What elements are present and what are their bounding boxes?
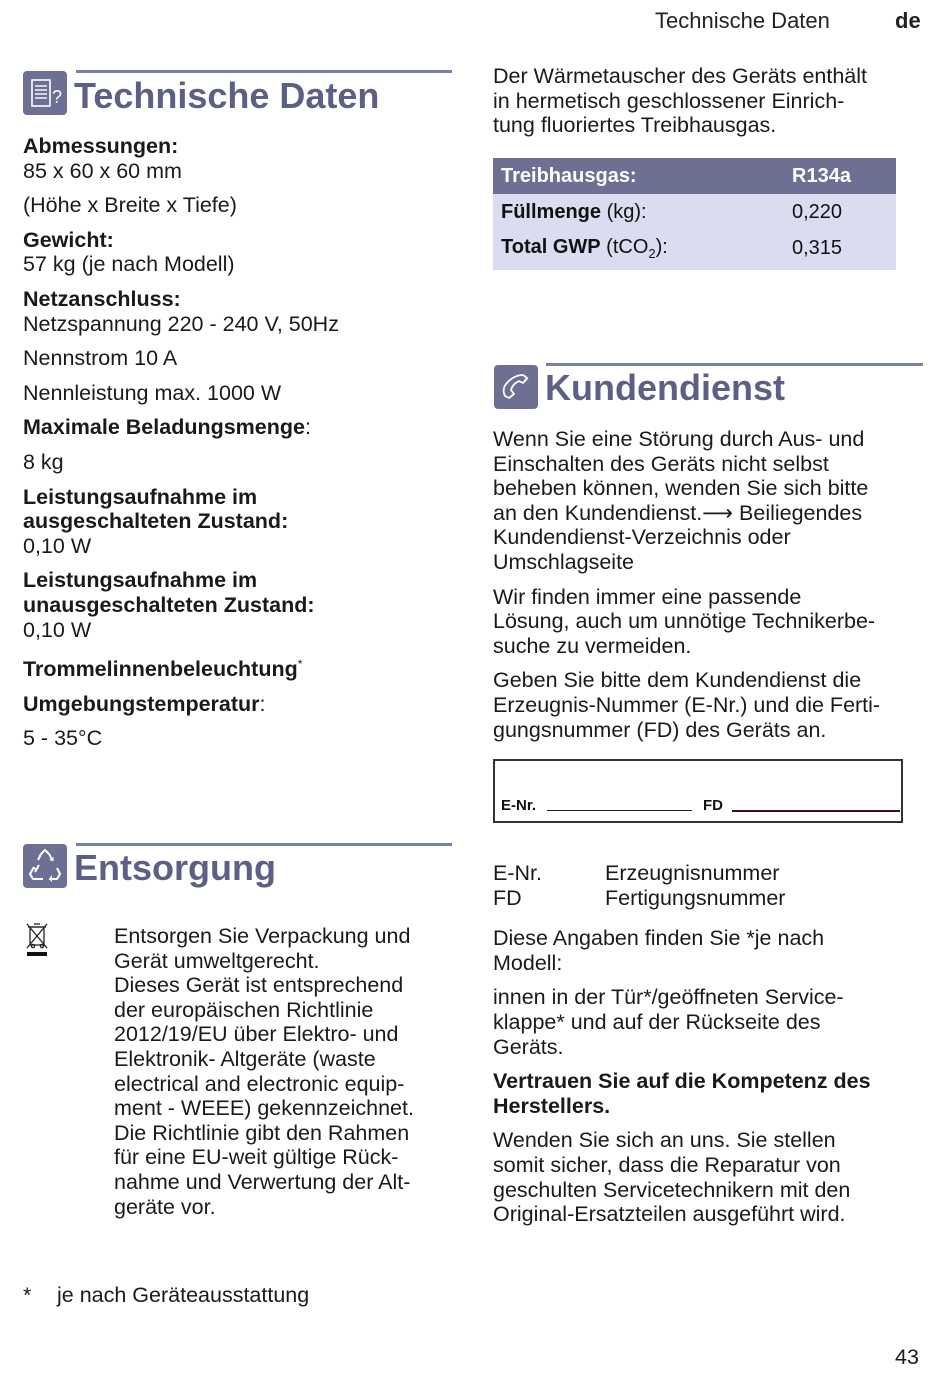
max-load-label: Maximale Beladungsmenge: bbox=[23, 415, 311, 440]
weight-value: 57 kg (je nach Modell) bbox=[23, 252, 235, 277]
table-row bbox=[493, 230, 896, 270]
disposal-line: Gerät umweltgerecht. bbox=[114, 948, 320, 973]
power-unoff-label-line2: unausgeschalteten Zustand: bbox=[23, 592, 315, 617]
phone-handset-icon bbox=[494, 365, 538, 409]
legend-row bbox=[493, 861, 928, 886]
svg-text:?: ? bbox=[52, 87, 63, 107]
service-text-lower bbox=[493, 861, 928, 1227]
service-p6-line: Vertrauen Sie auf die Kompetenz des bbox=[493, 1069, 871, 1094]
service-p2-line: Wir finden immer eine passende bbox=[493, 584, 802, 609]
table-row bbox=[493, 194, 896, 230]
current-value: Nennstrom 10 A bbox=[23, 346, 178, 371]
gas-intro bbox=[493, 64, 923, 138]
drum-light-label-text: Trommelinnenbeleuchtung bbox=[23, 657, 298, 682]
weight-label: Gewicht: bbox=[23, 227, 114, 252]
legend-desc: Fertigungsnummer bbox=[605, 885, 786, 910]
disposal-line: für eine EU-weit gültige Rück- bbox=[114, 1145, 399, 1170]
disposal-line: der europäischen Richtlinie bbox=[114, 997, 374, 1022]
fill-amount-unit: (kg): bbox=[601, 200, 647, 223]
enr-box-label: E-Nr. bbox=[501, 797, 537, 814]
legend-desc: Erzeugnisnummer bbox=[605, 861, 780, 885]
drum-light-label: Trommelinnenbeleuchtung* bbox=[23, 657, 303, 682]
service-p1-line: Wenn Sie eine Störung durch Aus- und bbox=[493, 427, 865, 451]
fd-box-label: FD bbox=[703, 797, 723, 814]
fill-amount-label bbox=[493, 201, 792, 224]
document-question-icon bbox=[23, 71, 67, 115]
service-p7-line: somit sicher, dass die Reparatur von bbox=[493, 1152, 841, 1177]
section-title-customer-service: Kundendienst bbox=[545, 367, 785, 408]
gwp-value: 0,315 bbox=[792, 236, 843, 259]
crossed-bin-icon bbox=[24, 921, 50, 959]
disposal-line: Elektronik- Altgeräte (waste bbox=[114, 1046, 376, 1071]
gwp-unit-a: (tCO bbox=[600, 235, 649, 258]
service-text bbox=[493, 427, 928, 742]
service-p2-line: suche zu vermeiden. bbox=[493, 633, 692, 658]
ambient-temp-label: Umgebungstemperatur: bbox=[23, 691, 266, 716]
gas-intro-line: in hermetisch geschlossener Einrich- bbox=[493, 88, 845, 113]
power-off-label-line1: Leistungsaufnahme im bbox=[23, 484, 258, 509]
ambient-temp-label-text: Umgebungstemperatur bbox=[23, 691, 260, 716]
service-p1-line: beheben können, wenden Sie sich bitte bbox=[493, 476, 869, 501]
legend-row bbox=[493, 886, 928, 911]
service-p1-line4 bbox=[493, 501, 928, 526]
enr-underline bbox=[547, 810, 692, 811]
gwp-unit-b: ): bbox=[655, 235, 668, 258]
fd-underline bbox=[732, 810, 900, 812]
service-p1-text: an den Kundendienst. bbox=[493, 500, 703, 525]
gwp-bold: Total GWP bbox=[501, 235, 601, 258]
service-p4-line: Diese Angaben finden Sie *je nach bbox=[493, 926, 825, 951]
section-rule bbox=[76, 843, 452, 846]
footnote-text: je nach Geräteausstattung bbox=[57, 1283, 310, 1307]
fill-amount-value: 0,220 bbox=[792, 200, 843, 223]
service-p4-line: Modell: bbox=[493, 950, 563, 975]
disposal-line: 2012/19/EU über Elektro- und bbox=[114, 1022, 399, 1047]
service-p1-line: Umschlagseite bbox=[493, 549, 634, 574]
gwp-label bbox=[493, 236, 792, 261]
service-p3-line: gungsnummer (FD) des Geräts an. bbox=[493, 717, 827, 742]
disposal-line: electrical and electronic equip- bbox=[114, 1071, 405, 1096]
wattage-value: Nennleistung max. 1000 W bbox=[23, 380, 282, 405]
gwp-unit-sub: 2 bbox=[648, 245, 656, 261]
voltage-value: Netzspannung 220 - 240 V, 50Hz bbox=[23, 311, 339, 336]
arrow-right-icon: ⟶ bbox=[702, 500, 734, 525]
power-unoff-value: 0,10 W bbox=[23, 617, 92, 642]
ambient-temp-value: 5 - 35°C bbox=[23, 726, 103, 751]
disposal-line: ment - WEEE) gekennzeichnet. bbox=[114, 1096, 414, 1121]
legend-abbr: E-Nr. bbox=[493, 861, 542, 885]
power-off-value: 0,10 W bbox=[23, 533, 92, 558]
legend-abbr: FD bbox=[493, 885, 522, 910]
service-p6-line: Herstellers. bbox=[493, 1093, 611, 1118]
enr-fd-field-box bbox=[493, 759, 903, 823]
service-p5-line: klappe* und auf der Rückseite des bbox=[493, 1009, 821, 1034]
service-p1-line: Kundendienst-Verzeichnis oder bbox=[493, 525, 791, 550]
section-title-disposal: Entsorgung bbox=[74, 847, 276, 888]
greenhouse-gas-table bbox=[493, 158, 896, 270]
fill-amount-bold: Füllmenge bbox=[501, 200, 602, 223]
power-off-label-line2: ausgeschalteten Zustand: bbox=[23, 509, 289, 534]
disposal-line: Die Richtlinie gibt den Rahmen bbox=[114, 1120, 410, 1145]
section-title-technical-data: Technische Daten bbox=[74, 75, 380, 116]
dimensions-note: (Höhe x Breite x Tiefe) bbox=[23, 193, 237, 218]
gas-intro-line: tung fluoriertes Treibhausgas. bbox=[493, 113, 777, 138]
service-p7-line: Original-Ersatzteilen ausgeführt wird. bbox=[493, 1202, 846, 1227]
service-p1-reference: Beiliegendes bbox=[733, 500, 863, 525]
language-code: de bbox=[895, 8, 921, 33]
service-p5-line: innen in der Tür*/geöffneten Service- bbox=[493, 985, 844, 1010]
table-header-value: R134a bbox=[792, 164, 851, 187]
disposal-line: nahme und Verwertung der Alt- bbox=[114, 1169, 411, 1194]
disposal-line: Dieses Gerät ist entsprechend bbox=[114, 973, 404, 998]
table-header-label: Treibhausgas: bbox=[501, 164, 637, 187]
table-header-row bbox=[493, 158, 896, 194]
recycle-icon bbox=[23, 844, 67, 888]
service-p1-line: Einschalten des Geräts nicht selbst bbox=[493, 451, 829, 476]
gas-intro-line: Der Wärmetauscher des Geräts enthält bbox=[493, 64, 868, 88]
technical-data-list bbox=[23, 134, 463, 751]
dimensions-value: 85 x 60 x 60 mm bbox=[23, 158, 182, 183]
max-load-label-text: Maximale Beladungsmenge bbox=[23, 415, 305, 440]
service-p5-line: Geräts. bbox=[493, 1034, 564, 1059]
power-unoff-label-line1: Leistungsaufnahme im bbox=[23, 568, 258, 593]
service-p7-line: geschulten Servicetechnikern mit den bbox=[493, 1177, 851, 1202]
running-header-title: Technische Daten bbox=[655, 8, 830, 33]
dimensions-label: Abmessungen: bbox=[23, 134, 179, 158]
service-p3-line: Geben Sie bitte dem Kundendienst die bbox=[493, 668, 862, 693]
power-connection-label: Netzanschluss: bbox=[23, 286, 181, 311]
max-load-value: 8 kg bbox=[23, 449, 64, 474]
page-number: 43 bbox=[895, 1345, 919, 1369]
service-p7-line: Wenden Sie sich an uns. Sie stellen bbox=[493, 1128, 836, 1153]
section-rule bbox=[546, 363, 923, 366]
service-p2-line: Lösung, auch um unnötige Technikerbe- bbox=[493, 609, 876, 634]
footnote-star: * bbox=[23, 1283, 32, 1307]
service-p3-line: Erzeugnis-Nummer (E-Nr.) und die Ferti- bbox=[493, 692, 881, 717]
disposal-line: geräte vor. bbox=[114, 1194, 216, 1219]
disposal-text bbox=[114, 924, 459, 1219]
disposal-line: Entsorgen Sie Verpackung und bbox=[114, 924, 411, 948]
section-rule bbox=[76, 70, 452, 73]
